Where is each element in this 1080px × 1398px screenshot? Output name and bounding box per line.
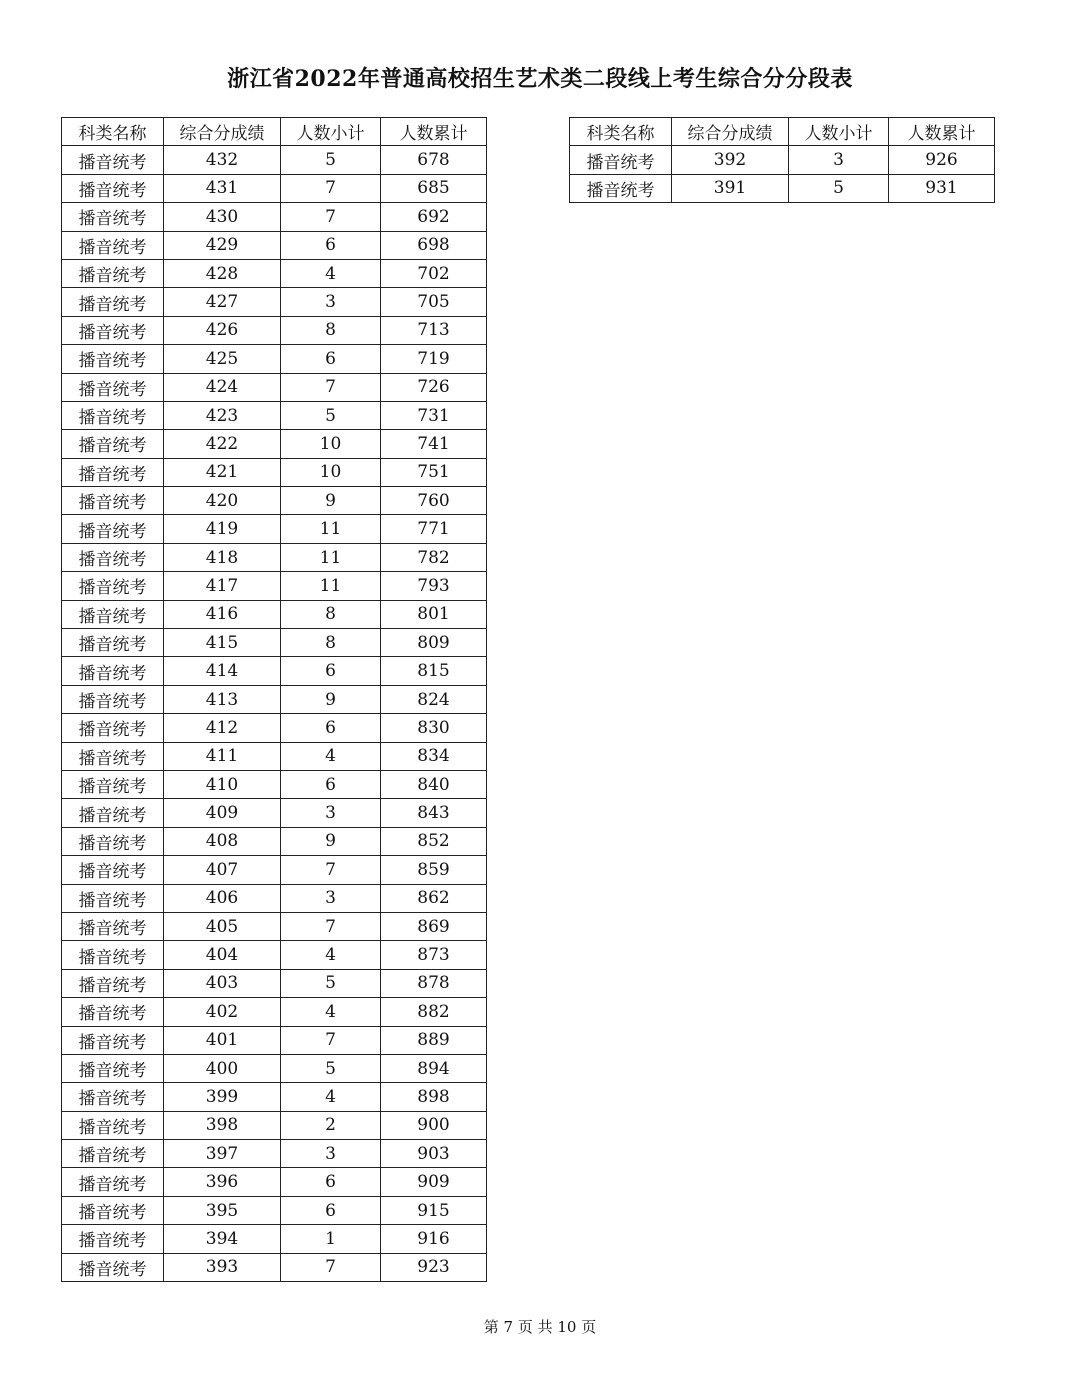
table-header-row xyxy=(570,118,995,146)
cell-category: 播音统考 xyxy=(62,1140,164,1168)
table-row xyxy=(62,998,487,1026)
cell-cumulative: 702 xyxy=(381,259,487,287)
cell-score: 404 xyxy=(164,941,281,969)
cell-category: 播音统考 xyxy=(62,657,164,685)
cell-count: 5 xyxy=(281,401,381,429)
cell-category: 播音统考 xyxy=(62,1054,164,1082)
cell-score: 394 xyxy=(164,1225,281,1253)
cell-category: 播音统考 xyxy=(62,827,164,855)
score-table-right xyxy=(569,117,995,203)
cell-category: 播音统考 xyxy=(62,912,164,940)
cell-cumulative: 843 xyxy=(381,799,487,827)
table-row xyxy=(62,316,487,344)
cell-cumulative: 705 xyxy=(381,288,487,316)
cell-category: 播音统考 xyxy=(62,487,164,515)
cell-score: 409 xyxy=(164,799,281,827)
cell-score: 408 xyxy=(164,827,281,855)
table-row xyxy=(62,572,487,600)
cell-category: 播音统考 xyxy=(62,430,164,458)
cell-category: 播音统考 xyxy=(62,174,164,202)
header-category: 科类名称 xyxy=(62,118,164,146)
cell-score: 431 xyxy=(164,174,281,202)
table-row xyxy=(62,941,487,969)
cell-cumulative: 909 xyxy=(381,1168,487,1196)
cell-count: 6 xyxy=(281,770,381,798)
cell-score: 405 xyxy=(164,912,281,940)
cell-category: 播音统考 xyxy=(62,146,164,174)
cell-count: 5 xyxy=(281,1054,381,1082)
table-row xyxy=(62,288,487,316)
cell-count: 5 xyxy=(281,969,381,997)
cell-category: 播音统考 xyxy=(62,1083,164,1111)
cell-score: 411 xyxy=(164,742,281,770)
table-row xyxy=(62,1140,487,1168)
cell-score: 399 xyxy=(164,1083,281,1111)
cell-cumulative: 926 xyxy=(889,146,995,174)
cell-count: 6 xyxy=(281,231,381,259)
cell-category: 播音统考 xyxy=(62,600,164,628)
cell-score: 403 xyxy=(164,969,281,997)
cell-count: 7 xyxy=(281,856,381,884)
cell-cumulative: 878 xyxy=(381,969,487,997)
cell-category: 播音统考 xyxy=(570,146,672,174)
cell-cumulative: 859 xyxy=(381,856,487,884)
cell-count: 8 xyxy=(281,629,381,657)
table-row xyxy=(62,1026,487,1054)
cell-count: 7 xyxy=(281,1026,381,1054)
cell-cumulative: 692 xyxy=(381,203,487,231)
cell-score: 425 xyxy=(164,345,281,373)
cell-cumulative: 698 xyxy=(381,231,487,259)
header-score: 综合分成绩 xyxy=(672,118,789,146)
cell-score: 424 xyxy=(164,373,281,401)
cell-score: 420 xyxy=(164,487,281,515)
cell-category: 播音统考 xyxy=(62,543,164,571)
cell-score: 407 xyxy=(164,856,281,884)
cell-category: 播音统考 xyxy=(62,373,164,401)
cell-score: 414 xyxy=(164,657,281,685)
cell-score: 416 xyxy=(164,600,281,628)
cell-count: 6 xyxy=(281,1196,381,1224)
cell-category: 播音统考 xyxy=(62,969,164,997)
table-row xyxy=(62,515,487,543)
header-count: 人数小计 xyxy=(789,118,889,146)
cell-count: 9 xyxy=(281,827,381,855)
cell-count: 7 xyxy=(281,203,381,231)
cell-score: 432 xyxy=(164,146,281,174)
cell-score: 422 xyxy=(164,430,281,458)
score-table-left xyxy=(61,117,487,1282)
cell-cumulative: 873 xyxy=(381,941,487,969)
cell-category: 播音统考 xyxy=(62,770,164,798)
table-row xyxy=(62,203,487,231)
cell-cumulative: 678 xyxy=(381,146,487,174)
cell-score: 398 xyxy=(164,1111,281,1139)
cell-cumulative: 916 xyxy=(381,1225,487,1253)
table-row xyxy=(62,629,487,657)
cell-category: 播音统考 xyxy=(62,799,164,827)
header-cumulative: 人数累计 xyxy=(889,118,995,146)
cell-count: 10 xyxy=(281,430,381,458)
table-row xyxy=(62,884,487,912)
cell-score: 417 xyxy=(164,572,281,600)
table-row xyxy=(62,1196,487,1224)
cell-score: 429 xyxy=(164,231,281,259)
table-row xyxy=(62,1111,487,1139)
cell-cumulative: 852 xyxy=(381,827,487,855)
cell-cumulative: 900 xyxy=(381,1111,487,1139)
table-row xyxy=(62,543,487,571)
cell-count: 3 xyxy=(789,146,889,174)
table-row xyxy=(570,146,995,174)
cell-category: 播音统考 xyxy=(62,998,164,1026)
cell-count: 2 xyxy=(281,1111,381,1139)
cell-cumulative: 869 xyxy=(381,912,487,940)
cell-score: 426 xyxy=(164,316,281,344)
cell-cumulative: 782 xyxy=(381,543,487,571)
cell-cumulative: 889 xyxy=(381,1026,487,1054)
cell-score: 397 xyxy=(164,1140,281,1168)
table-row xyxy=(62,799,487,827)
cell-category: 播音统考 xyxy=(62,629,164,657)
cell-category: 播音统考 xyxy=(62,515,164,543)
cell-category: 播音统考 xyxy=(62,203,164,231)
table-row xyxy=(62,174,487,202)
cell-cumulative: 793 xyxy=(381,572,487,600)
cell-score: 419 xyxy=(164,515,281,543)
cell-count: 9 xyxy=(281,487,381,515)
table-row xyxy=(62,1168,487,1196)
cell-count: 3 xyxy=(281,799,381,827)
cell-count: 7 xyxy=(281,912,381,940)
cell-cumulative: 741 xyxy=(381,430,487,458)
cell-category: 播音统考 xyxy=(62,1168,164,1196)
cell-score: 400 xyxy=(164,1054,281,1082)
cell-category: 播音统考 xyxy=(62,941,164,969)
table-row xyxy=(62,373,487,401)
table-row xyxy=(62,401,487,429)
table-row xyxy=(62,827,487,855)
cell-cumulative: 760 xyxy=(381,487,487,515)
cell-count: 9 xyxy=(281,685,381,713)
cell-count: 8 xyxy=(281,600,381,628)
cell-category: 播音统考 xyxy=(62,345,164,373)
cell-score: 406 xyxy=(164,884,281,912)
cell-category: 播音统考 xyxy=(62,1225,164,1253)
cell-count: 5 xyxy=(281,146,381,174)
cell-cumulative: 731 xyxy=(381,401,487,429)
page-title: 浙江省2022年普通高校招生艺术类二段线上考生综合分分段表 xyxy=(227,66,853,92)
cell-category: 播音统考 xyxy=(62,1196,164,1224)
table-row xyxy=(62,146,487,174)
cell-score: 395 xyxy=(164,1196,281,1224)
table-row xyxy=(62,430,487,458)
cell-score: 415 xyxy=(164,629,281,657)
cell-category: 播音统考 xyxy=(62,231,164,259)
cell-score: 391 xyxy=(672,174,789,202)
cell-cumulative: 931 xyxy=(889,174,995,202)
cell-count: 4 xyxy=(281,742,381,770)
header-cumulative: 人数累计 xyxy=(381,118,487,146)
cell-category: 播音统考 xyxy=(62,884,164,912)
cell-category: 播音统考 xyxy=(62,1026,164,1054)
table-row xyxy=(62,259,487,287)
cell-cumulative: 840 xyxy=(381,770,487,798)
cell-score: 402 xyxy=(164,998,281,1026)
cell-count: 4 xyxy=(281,998,381,1026)
cell-count: 6 xyxy=(281,345,381,373)
table-row xyxy=(62,685,487,713)
cell-category: 播音统考 xyxy=(62,1253,164,1281)
cell-cumulative: 815 xyxy=(381,657,487,685)
cell-cumulative: 809 xyxy=(381,629,487,657)
cell-count: 7 xyxy=(281,1253,381,1281)
page-number: 第 7 页 共 10 页 xyxy=(483,1318,597,1336)
table-row xyxy=(62,231,487,259)
table-row xyxy=(62,600,487,628)
table-row xyxy=(62,969,487,997)
cell-cumulative: 903 xyxy=(381,1140,487,1168)
cell-cumulative: 915 xyxy=(381,1196,487,1224)
cell-category: 播音统考 xyxy=(62,714,164,742)
table-row xyxy=(62,487,487,515)
cell-count: 11 xyxy=(281,515,381,543)
cell-category: 播音统考 xyxy=(570,174,672,202)
cell-count: 6 xyxy=(281,657,381,685)
cell-score: 418 xyxy=(164,543,281,571)
table-row xyxy=(62,1225,487,1253)
cell-count: 4 xyxy=(281,1083,381,1111)
cell-cumulative: 898 xyxy=(381,1083,487,1111)
cell-score: 413 xyxy=(164,685,281,713)
table-row xyxy=(62,1253,487,1281)
cell-score: 412 xyxy=(164,714,281,742)
cell-cumulative: 719 xyxy=(381,345,487,373)
cell-category: 播音统考 xyxy=(62,259,164,287)
cell-category: 播音统考 xyxy=(62,458,164,486)
cell-count: 6 xyxy=(281,1168,381,1196)
cell-category: 播音统考 xyxy=(62,288,164,316)
cell-cumulative: 862 xyxy=(381,884,487,912)
cell-count: 6 xyxy=(281,714,381,742)
cell-score: 423 xyxy=(164,401,281,429)
cell-count: 4 xyxy=(281,259,381,287)
cell-score: 401 xyxy=(164,1026,281,1054)
table-row xyxy=(62,1054,487,1082)
cell-score: 396 xyxy=(164,1168,281,1196)
cell-count: 1 xyxy=(281,1225,381,1253)
cell-cumulative: 830 xyxy=(381,714,487,742)
cell-score: 410 xyxy=(164,770,281,798)
cell-count: 3 xyxy=(281,1140,381,1168)
header-category: 科类名称 xyxy=(570,118,672,146)
cell-cumulative: 726 xyxy=(381,373,487,401)
cell-score: 428 xyxy=(164,259,281,287)
cell-count: 8 xyxy=(281,316,381,344)
cell-cumulative: 923 xyxy=(381,1253,487,1281)
cell-category: 播音统考 xyxy=(62,685,164,713)
cell-category: 播音统考 xyxy=(62,316,164,344)
cell-cumulative: 801 xyxy=(381,600,487,628)
cell-count: 11 xyxy=(281,572,381,600)
cell-count: 10 xyxy=(281,458,381,486)
cell-score: 421 xyxy=(164,458,281,486)
header-count: 人数小计 xyxy=(281,118,381,146)
table-row xyxy=(62,770,487,798)
cell-category: 播音统考 xyxy=(62,856,164,884)
cell-category: 播音统考 xyxy=(62,401,164,429)
table-row xyxy=(62,1083,487,1111)
table-row xyxy=(62,912,487,940)
cell-score: 393 xyxy=(164,1253,281,1281)
table-row xyxy=(62,742,487,770)
cell-count: 3 xyxy=(281,884,381,912)
cell-count: 4 xyxy=(281,941,381,969)
table-row xyxy=(62,714,487,742)
cell-cumulative: 894 xyxy=(381,1054,487,1082)
cell-count: 11 xyxy=(281,543,381,571)
cell-category: 播音统考 xyxy=(62,742,164,770)
cell-cumulative: 713 xyxy=(381,316,487,344)
cell-cumulative: 771 xyxy=(381,515,487,543)
cell-category: 播音统考 xyxy=(62,572,164,600)
cell-cumulative: 751 xyxy=(381,458,487,486)
cell-score: 430 xyxy=(164,203,281,231)
cell-cumulative: 834 xyxy=(381,742,487,770)
cell-count: 7 xyxy=(281,373,381,401)
table-row xyxy=(570,174,995,202)
table-row xyxy=(62,458,487,486)
table-header-row xyxy=(62,118,487,146)
cell-count: 3 xyxy=(281,288,381,316)
cell-count: 5 xyxy=(789,174,889,202)
cell-score: 427 xyxy=(164,288,281,316)
cell-category: 播音统考 xyxy=(62,1111,164,1139)
table-row xyxy=(62,345,487,373)
cell-count: 7 xyxy=(281,174,381,202)
header-score: 综合分成绩 xyxy=(164,118,281,146)
cell-score: 392 xyxy=(672,146,789,174)
table-row xyxy=(62,856,487,884)
cell-cumulative: 685 xyxy=(381,174,487,202)
cell-cumulative: 824 xyxy=(381,685,487,713)
table-row xyxy=(62,657,487,685)
cell-cumulative: 882 xyxy=(381,998,487,1026)
